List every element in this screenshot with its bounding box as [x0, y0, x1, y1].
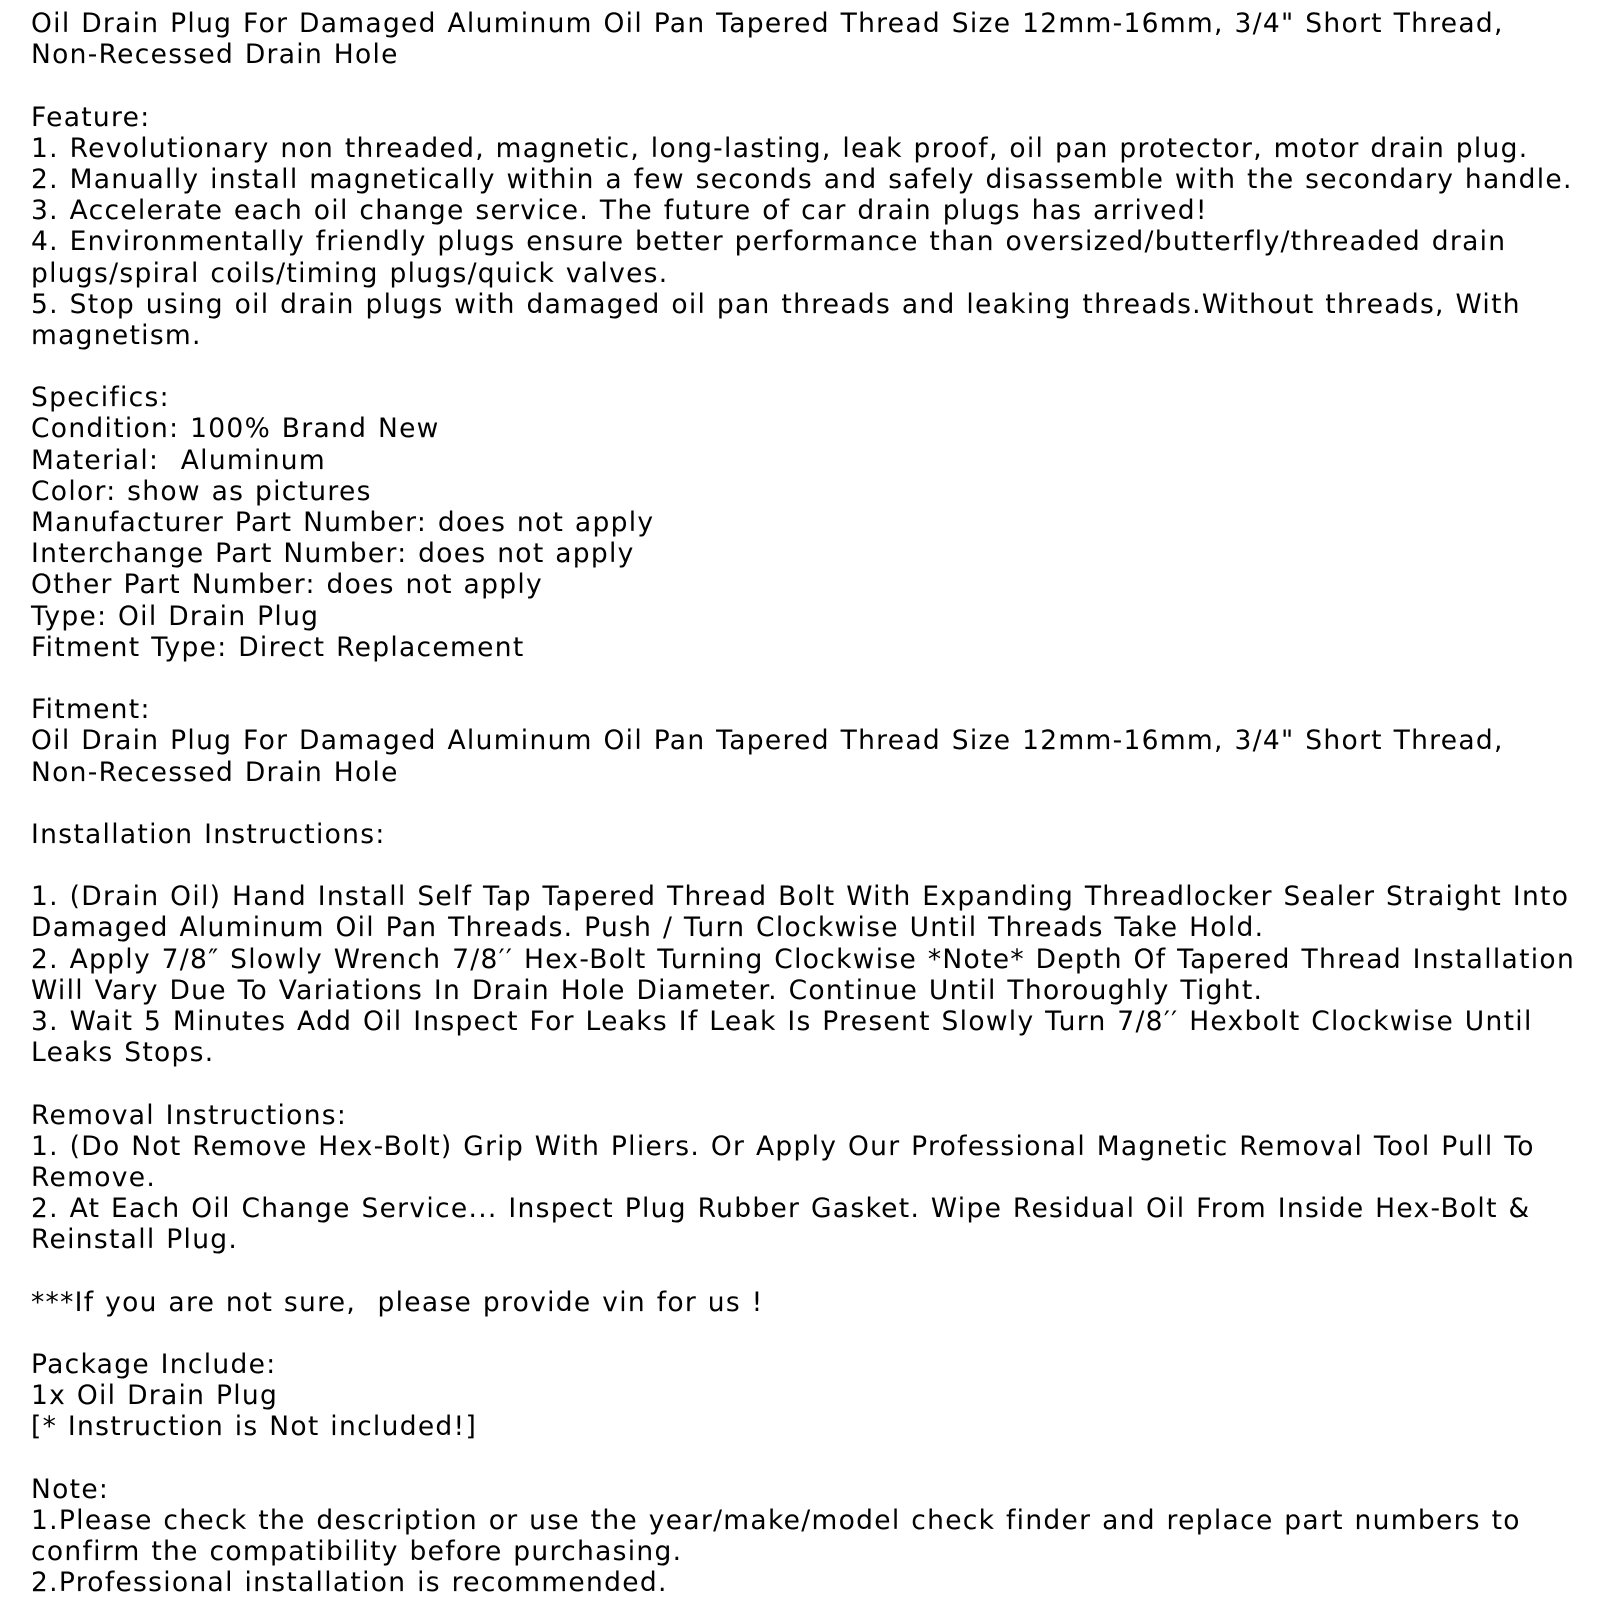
spacer — [31, 663, 1591, 694]
removal-line: 2. At Each Oil Change Service... Inspect Plug Rubber Gasket. Wipe Residual Oil From Inside Hex-Bolt & — [31, 1193, 1531, 1225]
title-line-1: Oil Drain Plug For Damaged Aluminum Oil Pan Tapered Thread Size 12mm-16mm, 3/4" Short Thread, — [31, 8, 1504, 39]
note-heading: Note: — [31, 1473, 110, 1505]
note-line: 1.Please check the description or use the year/make/model check finder and replace part numbers to — [31, 1505, 1521, 1536]
feature-line: 2. Manually install magnetically within a few seconds and safely disassemble with the secondary handle. — [31, 163, 1573, 195]
spec-interchange-part-number: Interchange Part Number: does not apply — [31, 538, 635, 570]
specifics-heading: Specifics: — [31, 382, 170, 414]
installation-line: 3. Wait 5 Minutes Add Oil Inspect For Leaks If Leak Is Present Slowly Turn 7/8′′ Hexbolt Clockwise Until — [31, 1006, 1533, 1037]
installation-line: 2. Apply 7/8″ Slowly Wrench 7/8′′ Hex-Bolt Turning Clockwise *Note* Depth Of Tapered Thread Installation — [31, 943, 1576, 975]
feature-line: plugs/spiral coils/timing plugs/quick valves. — [31, 257, 669, 289]
feature-line: 4. Environmentally friendly plugs ensure better performance than oversized/butterfly/threaded drain — [31, 226, 1507, 258]
fitment-line: Oil Drain Plug For Damaged Aluminum Oil Pan Tapered Thread Size 12mm-16mm, 3/4" Short Thread, — [31, 725, 1504, 757]
installation-line: Damaged Aluminum Oil Pan Threads. Push / Turn Clockwise Until Threads Take Hold. — [31, 912, 1265, 944]
package-item: 1x Oil Drain Plug — [31, 1380, 279, 1412]
spacer — [31, 788, 1591, 819]
feature-heading: Feature: — [31, 101, 151, 133]
fitment-line: Non-Recessed Drain Hole — [31, 756, 399, 788]
spacer — [31, 1318, 1591, 1349]
title-line-2: Non-Recessed Drain Hole — [31, 39, 399, 71]
note-line: 2.Professional installation is recommended. — [31, 1567, 668, 1599]
spec-material: Material: Aluminum — [31, 444, 326, 476]
spacer — [31, 351, 1591, 382]
spec-condition: Condition: 100% Brand New — [31, 413, 440, 445]
feature-line: magnetism. — [31, 319, 202, 351]
package-heading: Package Include: — [31, 1349, 277, 1381]
note-line: confirm the compatibility before purchasing. — [31, 1536, 683, 1568]
spec-manufacturer-part-number: Manufacturer Part Number: does not apply — [31, 507, 655, 538]
feature-line: 3. Accelerate each oil change service. The future of car drain plugs has arrived! — [31, 195, 1208, 227]
vin-note: ***If you are not sure, please provide vin for us ! — [31, 1286, 764, 1318]
spacer — [31, 1256, 1591, 1287]
removal-line: Remove. — [31, 1161, 157, 1193]
removal-line: 1. (Do Not Remove Hex-Bolt) Grip With Pliers. Or Apply Our Professional Magnetic Removal Tool Pull To — [31, 1130, 1535, 1162]
spacer — [31, 850, 1591, 881]
feature-line: 1. Revolutionary non threaded, magnetic, long-lasting, leak proof, oil pan protector, motor drain plug. — [31, 132, 1529, 164]
spacer — [31, 70, 1591, 101]
spec-color: Color: show as pictures — [31, 475, 372, 507]
spec-fitment-type: Fitment Type: Direct Replacement — [31, 631, 525, 663]
feature-line: 5. Stop using oil drain plugs with damaged oil pan threads and leaking threads.Without threads, With — [31, 288, 1521, 320]
installation-line: Leaks Stops. — [31, 1037, 215, 1069]
removal-heading: Removal Instructions: — [31, 1099, 348, 1131]
installation-line: Will Vary Due To Variations In Drain Hole Diameter. Continue Until Thoroughly Tight. — [31, 974, 1264, 1006]
installation-line: 1. (Drain Oil) Hand Install Self Tap Tapered Thread Bolt With Expanding Threadlocker Sealer Straight Into — [31, 881, 1570, 913]
spacer — [31, 1443, 1591, 1474]
installation-heading: Installation Instructions: — [31, 818, 386, 850]
product-description — [31, 8, 1591, 1599]
fitment-heading: Fitment: — [31, 694, 151, 726]
spec-type: Type: Oil Drain Plug — [31, 600, 320, 632]
removal-line: Reinstall Plug. — [31, 1224, 239, 1256]
package-note: [* Instruction is Not included!] — [31, 1411, 478, 1443]
spec-other-part-number: Other Part Number: does not apply — [31, 569, 543, 601]
spacer — [31, 1068, 1591, 1099]
